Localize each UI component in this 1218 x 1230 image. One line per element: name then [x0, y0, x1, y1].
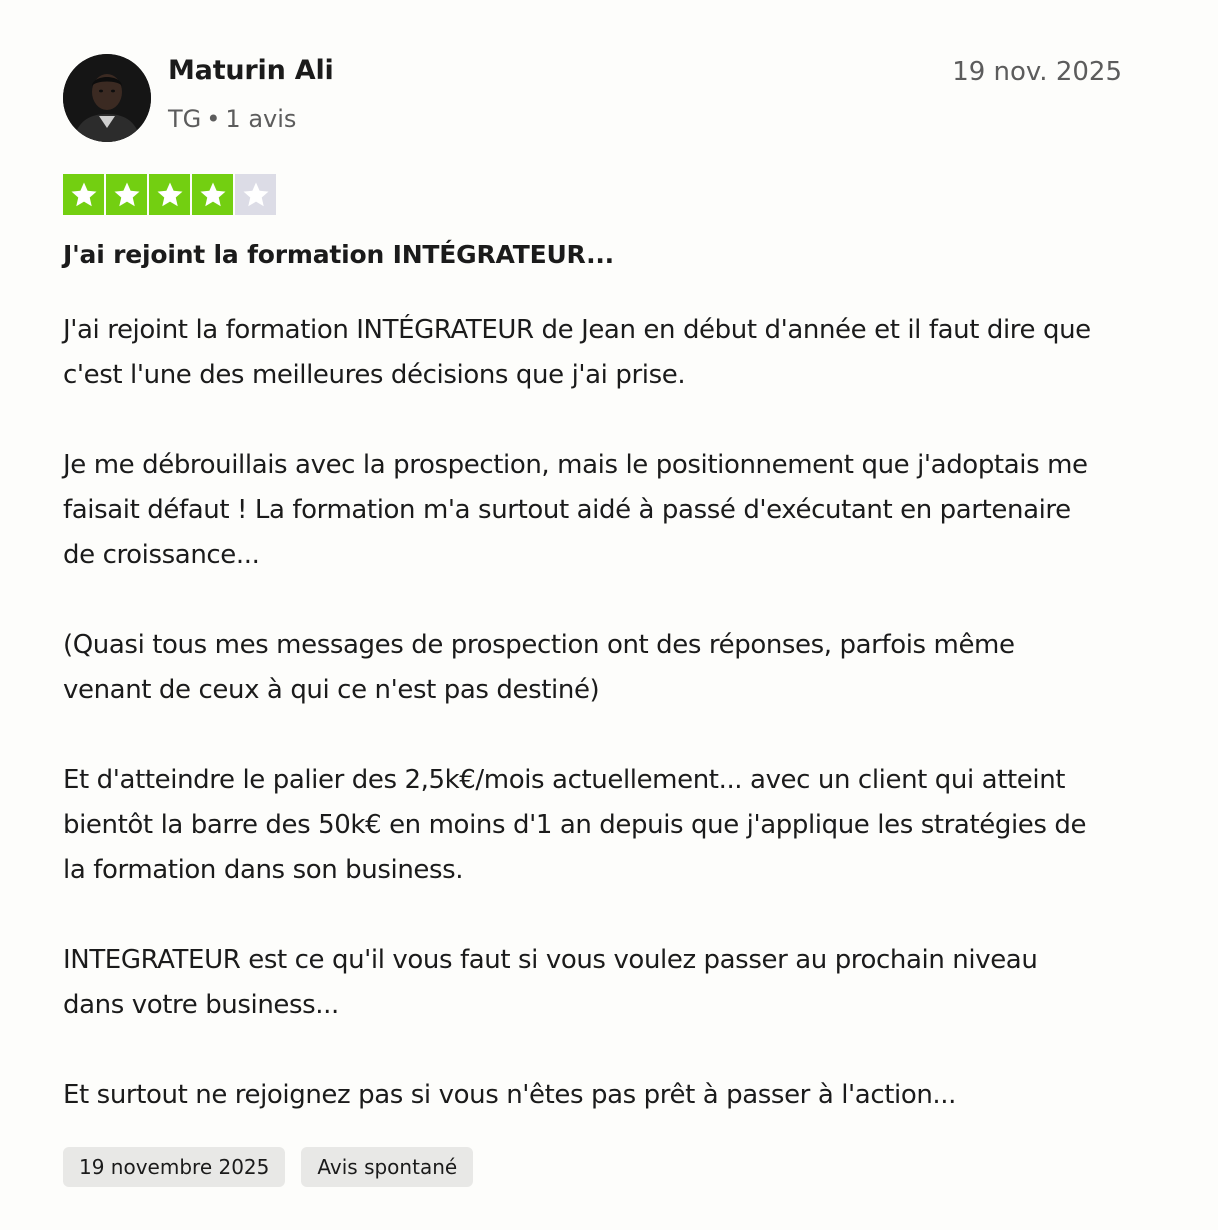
reviewer-meta — [168, 105, 296, 133]
review-paragraph: (Quasi tous mes messages de prospection ont des réponses, parfois même venant de ceux à qui ce n'est pas destiné) — [63, 630, 1015, 705]
review-tags — [63, 1147, 473, 1187]
review-paragraph: Et d'atteindre le palier des 2,5k€/mois actuellement... avec un client qui atteint bientôt la barre des 50k€ en moins d'1 an depuis que j'applique les stratégies de la formation dans son business. — [63, 765, 1087, 885]
star-rating — [63, 174, 276, 215]
reviewer-review-count: 1 avis — [225, 105, 297, 133]
review-paragraph: Et surtout ne rejoignez pas si vous n'êtes pas prêt à passer à l'action... — [63, 1080, 957, 1110]
review-body — [63, 308, 1103, 1163]
reviewer-name[interactable]: Maturin Ali — [168, 55, 334, 86]
star-filled-icon — [106, 174, 147, 215]
review-date: 19 nov. 2025 — [952, 57, 1122, 87]
reviewer-country: TG — [168, 105, 202, 133]
star-filled-icon — [192, 174, 233, 215]
meta-separator: • — [206, 105, 221, 133]
review-paragraph: J'ai rejoint la formation INTÉGRATEUR de Jean en début d'année et il faut dire que c'est l'une des meilleures décisions que j'ai prise. — [63, 315, 1091, 390]
star-filled-icon — [149, 174, 190, 215]
review-title[interactable]: J'ai rejoint la formation INTÉGRATEUR... — [63, 240, 614, 269]
star-filled-icon — [63, 174, 104, 215]
profile-photo-icon — [63, 54, 151, 142]
review-paragraph: Je me débrouillais avec la prospection, mais le positionnement que j'adoptais me faisait défaut ! La formation m'a surtout aidé à passé d'exécutant en partenaire de croissance... — [63, 450, 1088, 570]
review-paragraph: INTEGRATEUR est ce qu'il vous faut si vous voulez passer au prochain niveau dans votre business... — [63, 945, 1038, 1020]
avatar[interactable] — [63, 54, 151, 142]
star-empty-icon — [235, 174, 276, 215]
experience-date-tag[interactable]: 19 novembre 2025 — [63, 1147, 285, 1187]
review-type-tag[interactable]: Avis spontané — [301, 1147, 473, 1187]
